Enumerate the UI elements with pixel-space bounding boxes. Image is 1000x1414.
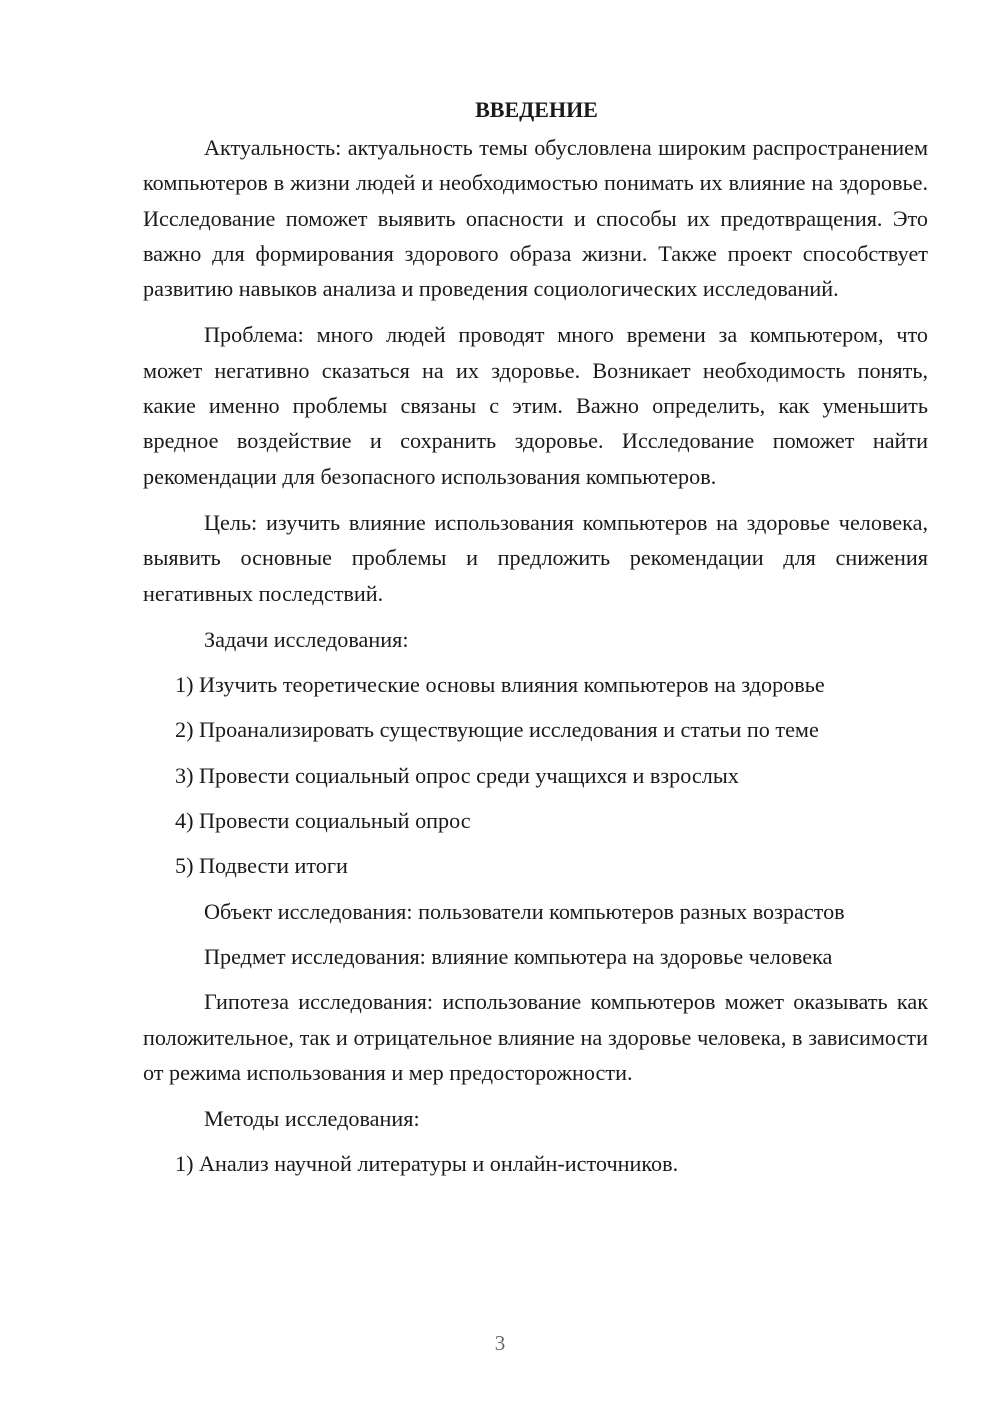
subject-line: Предмет исследования: влияние компьютера на здоровье человека: [204, 943, 833, 969]
task-item: 3) Провести социальный опрос среди учащихся и взрослых: [175, 762, 739, 788]
methods-list: [143, 1146, 928, 1181]
task-item: 4) Провести социальный опрос: [175, 808, 471, 834]
document-page: [143, 92, 928, 1192]
goal-paragraph: Цель: изучить влияние использования компьютеров на здоровье человека, выявить основные проблемы и предложить рекомендации для снижения негативных последствий.: [143, 509, 928, 606]
object-line: Объект исследования: пользователи компьютеров разных возрастов: [204, 898, 845, 924]
task-item: 2) Проанализировать существующие исследования и статьи по теме: [175, 717, 819, 743]
task-item: 1) Изучить теоретические основы влияния компьютеров на здоровье: [175, 672, 825, 698]
relevance-paragraph: Актуальность: актуальность темы обусловлена широким распространением компьютеров в жизни людей и необходимостью понимать их влияние на здоровье. Исследование поможет выявить опасности и способы их предотвращения. Это важно для формирования здорового образа жизни. Также проект способствует развитию навыков анализа и проведения социологических исследований.: [143, 135, 928, 302]
tasks-title: Задачи исследования:: [204, 626, 409, 652]
section-heading: ВВЕДЕНИЕ: [475, 97, 598, 122]
method-item: 1) Анализ научной литературы и онлайн-источников.: [175, 1151, 679, 1177]
task-item: 5) Подвести итоги: [175, 853, 348, 879]
tasks-list: [143, 667, 928, 883]
hypothesis-paragraph: Гипотеза исследования: использование компьютеров может оказывать как положительное, так и отрицательное влияние на здоровье человека, в зависимости от режима использования и мер предосторожности.: [143, 989, 928, 1085]
problem-paragraph: Проблема: много людей проводят много времени за компьютером, что может негативно сказаться на их здоровье. Возникает необходимость понять, какие именно проблемы связаны с этим. Важно определить, как уменьшить вредное воздействие и сохранить здоровье. Исследование поможет найти рекомендации для безопасного использования компьютеров.: [143, 322, 928, 489]
page-number: 3: [494, 1331, 506, 1355]
methods-title: Методы исследования:: [204, 1106, 420, 1132]
